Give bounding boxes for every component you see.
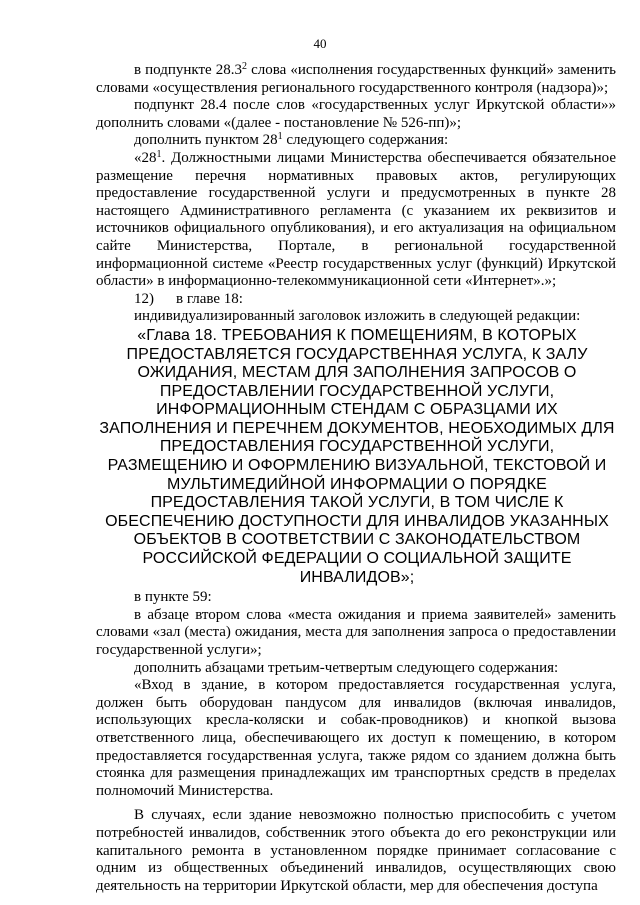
paragraph-adaptation: В случаях, если здание невозможно полностью приспособить с учетом потребностей инвалидов, собственник этого объекта до его реконструкции или капитального ремонта в установленном порядке принимает согласование с одним из общественных объединений инвалидов, осуществляющих свою деятельность на территории Иркутской области, мер для обеспечения доступа [96,807,616,894]
paragraph-heading-intro: индивидуализированный заголовок изложить в следующей редакции: [134,308,581,325]
paragraph-text: . Должностными лицами Министерства обеспечивается обязательное размещение перечня нормативных правовых актов, регулирующих предоставление государственной услуги и предусмотренных в пункте 28 настоящего Административного регламента (с указанием их реквизитов и источников официального опубликования), и его актуализация на официальном сайте Министерства, Портале, в региональной государственной информационной системе «Реестр государственных услуг (функций) Иркутской области» в информационно-телекоммуникационной сети «Интернет».»; [96,149,616,290]
chapter-heading: «Глава 18. ТРЕБОВАНИЯ К ПОМЕЩЕНИЯМ, В КОТОРЫХ ПРЕДОСТАВЛЯЕТСЯ ГОСУДАРСТВЕННАЯ УСЛУГА, К ЗАЛУ ОЖИДАНИЯ, МЕСТАМ ДЛЯ ЗАПОЛНЕНИЯ ЗАПРОСОВ О ПРЕДОСТАВЛЕНИИ ГОСУДАРСТВЕННОЙ УСЛУГИ, ИНФОРМАЦИОННЫМ СТЕНДАМ С ОБРАЗЦАМИ ИХ ЗАПОЛНЕНИЯ И ПЕРЕЧНЕМ ДОКУМЕНТОВ, НЕОБХОДИМЫХ ДЛЯ ПРЕДОСТАВЛЕНИЯ ГОСУДАРСТВЕННОЙ УСЛУГИ, РАЗМЕЩЕНИЮ И ОФОРМЛЕНИЮ ВИЗУАЛЬНОЙ, ТЕКСТОВОЙ И МУЛЬТИМЕДИЙНОЙ ИНФОРМАЦИИ О ПОРЯДКЕ ПРЕДОСТАВЛЕНИЯ ТАКОЙ УСЛУГИ, В ТОМ ЧИСЛЕ К ОБЕСПЕЧЕНИЮ ДОСТУПНОСТИ ДЛЯ ИНВАЛИДОВ УКАЗАННЫХ ОБЪЕКТОВ В СООТВЕТСТВИИ С ЗАКОНОДАТЕЛЬСТВОМ РОССИЙСКОЙ ФЕДЕРАЦИИ О СОЦИАЛЬНОЙ ЗАЩИТЕ ИНВАЛИДОВ»; [99,326,615,586]
paragraph-text: дополнить пунктом 28 [134,132,278,149]
paragraph-subclause-28-4: подпункт 28.4 после слов «государственных услуг Иркутской области»» дополнить словами «(далее - постановление № 526-пп)»; [96,97,616,131]
page-number: 40 [313,36,327,51]
paragraph-add-abzacs: дополнить абзацами третьим-четвертым следующего содержания: [134,659,559,676]
paragraph-add-clause [96,132,616,150]
paragraph-text: следующего содержания: [282,132,449,149]
superscript: 1 [156,148,162,160]
superscript: 1 [277,131,283,143]
paragraph-text: «28 [134,149,157,166]
superscript: 2 [242,61,248,72]
paragraph-entrance: «Вход в здание, в котором предоставляется государственная услуга, должен быть оборудован пандусом для инвалидов (включая инвалидов, использующих кресла-коляски и собак-проводников) и кнопкой вызова ответственного лица, обеспечивающего их доступ к помещению, в котором предоставляется государственная услуга, также рядом со зданием должна быть стоянка для размещения принадлежащих им транспортных средств в пределах полномочий Министерства. [96,677,616,799]
list-item-text: в главе 18: [176,290,243,307]
paragraph-second-abzac: в абзаце втором слова «места ожидания и приема заявителей» заменить словами «зал (места) ожидания, места для заполнения запроса о предоставлении государственной услуги»; [96,606,616,658]
list-item-12 [96,291,616,309]
document-body [96,62,616,895]
paragraph-clause-59: в пункте 59: [134,589,212,606]
paragraph-text: слова «исполнения государственных функций» заменить словами «осуществления регионального государственного контроля (надзора)»; [96,62,616,96]
paragraph-subclause-28-3 [96,62,616,97]
paragraph-clause-28-1 [96,150,616,291]
paragraph-text: в подпункте 28.3 [134,62,243,78]
list-item-number: 12) [134,290,154,307]
